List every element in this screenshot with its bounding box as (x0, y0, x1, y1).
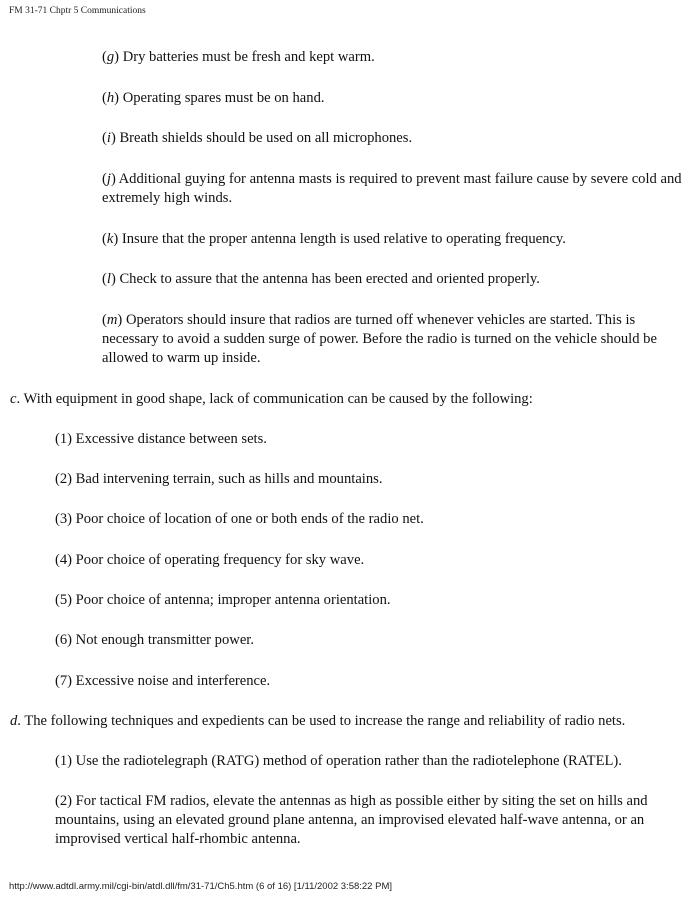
section-letter: d (10, 713, 18, 729)
list-item: (1) Use the radiotelegraph (RATG) method of operation rather than the radiotelephone (RATEL). (55, 753, 622, 769)
item-text: Breath shields should be used on all microphones. (119, 130, 413, 146)
list-item: (2) Bad intervening terrain, such as hills and mountains. (55, 471, 383, 487)
item-text: Additional guying for antenna masts is required to prevent mast failure cause by severe cold and extremely high winds. (102, 171, 682, 206)
section-c-paragraph: c. With equipment in good shape, lack of communication can be caused by the following: (10, 391, 533, 407)
list-item: (4) Poor choice of operating frequency for sky wave. (55, 552, 365, 568)
item-text: Check to assure that the antenna has been erected and oriented properly. (119, 271, 540, 287)
item-letter: m (106, 312, 118, 328)
list-item: (6) Not enough transmitter power. (55, 632, 254, 648)
list-item: (3) Poor choice of location of one or both ends of the radio net. (55, 511, 424, 527)
section-d-paragraph: d. The following techniques and expedients can be used to increase the range and reliability of radio nets. (10, 713, 626, 729)
list-item-j: (j) Additional guying for antenna masts is required to prevent mast failure cause by severe cold and extremely high winds. (102, 171, 682, 206)
item-letter: h (106, 90, 115, 106)
section-letter: c (10, 391, 17, 407)
item-text: Operators should insure that radios are turned off whenever vehicles are started. This is necessary to avoid a sudden surge of power. Before the radio is turned on the vehicle should be allowed to warm up inside. (102, 312, 657, 366)
list-item: (1) Excessive distance between sets. (55, 431, 267, 447)
item-text: Dry batteries must be fresh and kept warm. (122, 49, 375, 65)
list-item-l: (l) Check to assure that the antenna has been erected and oriented properly. (102, 271, 540, 287)
list-item-m: (m) Operators should insure that radios are turned off whenever vehicles are started. This is necessary to avoid a sudden surge of power. Before the radio is turned on the vehicle should be allowed to warm up inside. (102, 312, 657, 366)
section-text: The following techniques and expedients can be used to increase the range and reliability of radio nets. (24, 713, 626, 729)
list-item: (5) Poor choice of antenna; improper antenna orientation. (55, 592, 391, 608)
list-item-k: (k) Insure that the proper antenna length is used relative to operating frequency. (102, 231, 566, 247)
list-item: (7) Excessive noise and interference. (55, 673, 271, 689)
item-letter: i (106, 130, 111, 146)
item-text: Insure that the proper antenna length is used relative to operating frequency. (121, 231, 566, 247)
list-item-i: (i) Breath shields should be used on all microphones. (102, 130, 413, 146)
section-text: With equipment in good shape, lack of communication can be caused by the following: (23, 391, 533, 407)
item-letter: j (106, 171, 111, 187)
list-item-h: (h) Operating spares must be on hand. (102, 90, 325, 106)
page-header: FM 31-71 Chptr 5 Communications (9, 6, 146, 16)
item-text: Operating spares must be on hand. (122, 90, 325, 106)
item-letter: l (106, 271, 111, 287)
item-letter: k (106, 231, 114, 247)
page-footer-url: http://www.adtdl.army.mil/cgi-bin/atdl.dll/fm/31-71/Ch5.htm (6 of 16) [1/11/2002 3:58:22 PM] (9, 881, 392, 892)
list-item-g: (g) Dry batteries must be fresh and kept warm. (102, 49, 375, 65)
item-letter: g (106, 49, 115, 65)
list-item: (2) For tactical FM radios, elevate the antennas as high as possible either by siting the set on hills and mountains, using an elevated ground plane antenna, an improvised elevated half-wave antenna, or an improvised vertical half-rhombic antenna. (55, 793, 648, 847)
